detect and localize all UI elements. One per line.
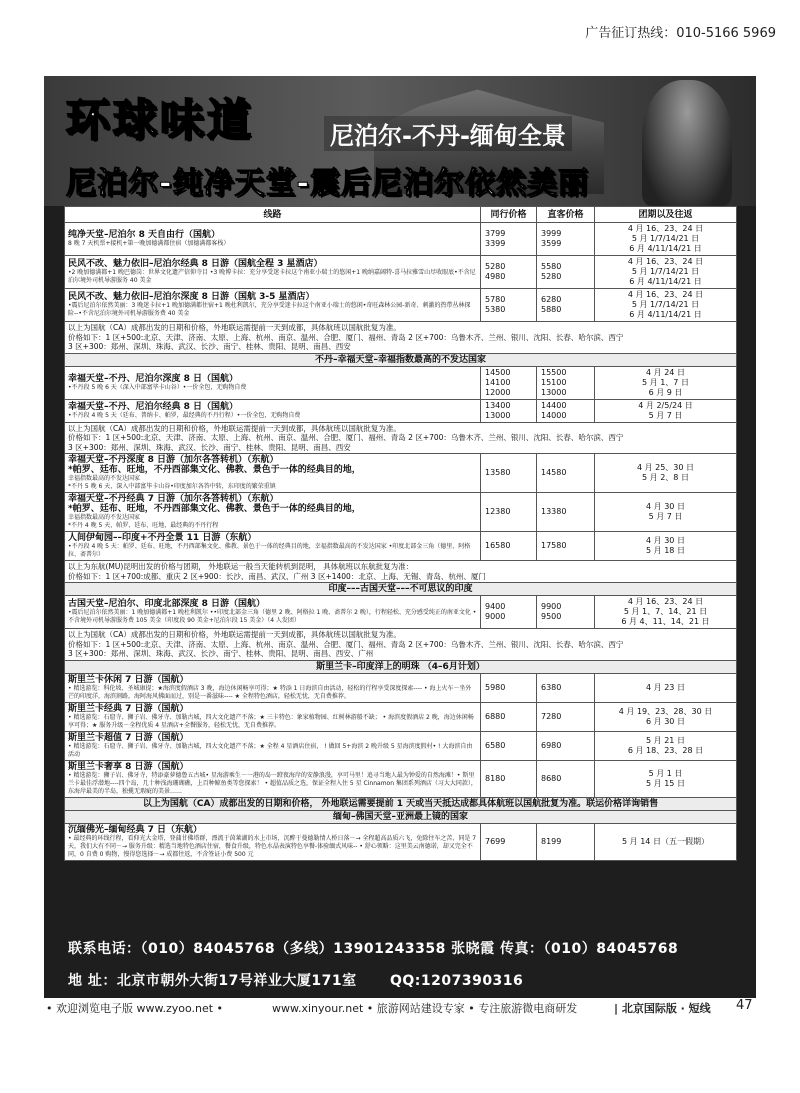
departure-date: 4 月 2/5/24 日	[638, 400, 693, 410]
pricing-info-banner	[65, 797, 737, 810]
departure-date: 5 月 1、7 日	[642, 377, 689, 387]
trade-price-cell	[481, 289, 537, 322]
trade-price: 16580	[485, 541, 511, 550]
table-row	[65, 493, 737, 532]
trade-price: 3799	[485, 229, 506, 238]
trade-price-cell	[481, 760, 537, 797]
pricing-info	[65, 322, 737, 354]
route-note: 8 晚 7 天机票+接机+第一晚加德满都住宿（加德满都客栈）	[68, 240, 230, 247]
route-note: •不丹段 4 晚 5 天（廷布、普纳卡、帕罗，最经典的不丹行程）•一价全包，无购物自费	[68, 411, 301, 419]
departure-date: 4 月 30 日	[646, 502, 685, 511]
route-cell	[65, 454, 481, 493]
trade-price: 5980	[485, 682, 506, 692]
departure-date: 5 月 14 日（五一假期）	[622, 836, 709, 846]
contact-address: 地 址：北京市朝外大街17号祥业大厦171室	[68, 973, 357, 989]
brand-tagline: 尼泊尔-纯净天堂-震后尼泊尔依然美丽	[66, 166, 589, 201]
trade-price-cell	[481, 399, 537, 422]
departure-dates-cell	[595, 532, 737, 561]
route-name: 民风不改、魅力依旧–尼泊尔深度 8 日游（国航 3-5 星酒店）	[68, 292, 315, 302]
route-name: 幸福天堂–不丹深度 8 日游（加尔各答转机）（东航）	[68, 455, 279, 465]
route-cell	[65, 760, 481, 797]
route-cell	[65, 256, 481, 289]
trade-price: 4980	[485, 272, 506, 281]
table-row	[65, 366, 737, 399]
contact-block	[68, 938, 678, 990]
departure-date: 5 月 21 日	[646, 735, 685, 745]
pricing-info-line: 价格如下：1 区+500:北京、天津、济南、太原、上海、杭州、南京、温州、合肥、厦门、福州、青岛 2 区+700：乌鲁木齐、兰州、银川、沈阳、长春、哈尔滨、西宁	[68, 433, 624, 442]
hero-banner	[44, 76, 756, 206]
pricing-info-line: 以上为东航(MU)昆明出发的价格与团期， 外地联运一般当天能转机到昆明， 具体航班以东航批复为准：	[68, 562, 414, 571]
departure-date: 6 月 4、11、14、21 日	[621, 617, 710, 626]
section-banner-text: 不丹–幸福天堂–幸福指数最高的不发达国家	[65, 353, 737, 366]
departure-date: 6 月 9 日	[648, 387, 683, 397]
departure-date: 4 月 16、23、24 日	[627, 597, 704, 606]
pricing-info-line: 价格如下：1 区+700:成都、重庆 2 区+900：长沙、南昌、武汉、广州 3 区+1400：北京、上海、无锡、青岛、杭州、厦门	[68, 571, 486, 581]
table-header-0: 线路	[65, 207, 481, 223]
route-note: *帕罗、廷布、旺地，不丹西部集文化、佛教、景色于一体的经典目的地，	[68, 504, 361, 514]
pricing-info-row	[65, 322, 737, 354]
retail-price: 14400	[541, 400, 567, 410]
route-name: 幸福天堂–不丹经典 7 日游（加尔各答转机）（东航）	[68, 494, 279, 504]
pricing-info-line: 3 区+300：郑州、深圳、珠海、武汉、长沙、南宁、桂林、贵阳、昆明、南昌、西安	[68, 442, 351, 452]
retail-price-cell	[537, 596, 595, 629]
route-note: • 精选游览：石窟寺、狮子岩、佛牙寺、加勒古城，四大文化遗产不落；★ 三卡特色：象家植物园、红树林游船不缺； • 海滨度假酒店 2 晚，海边休闲畅享可得；★ 服务升级－全程优质 4 星酒店+全餐服务，轻松无忧，无自费推荐。	[68, 713, 474, 729]
route-note: •不丹段 4 晚 5 天：帕罗、廷布、旺地，不丹西部集文化、佛教、景色于一体的经典目的地，幸福指数最高的不发达国家 •印度北部金三角（德里、阿格拉、斋普尔）	[68, 543, 471, 558]
retail-price: 6980	[541, 740, 562, 750]
retail-price: 9900	[541, 602, 562, 611]
pricing-info-line: 以上为国航（CA）成都出发的日期和价格，外地联运需提前一天到成都，具体航班以国航批复为准。	[68, 323, 401, 332]
trade-price-cell	[481, 256, 537, 289]
brand-subtitle: 尼泊尔-不丹-缅甸全景	[324, 116, 572, 151]
retail-price: 9500	[541, 612, 562, 621]
departure-date: 5 月 1/7/14/21 日	[631, 267, 700, 276]
trade-price-cell	[481, 673, 537, 702]
contact-address-line	[68, 970, 678, 990]
trade-price: 9000	[485, 612, 506, 621]
route-cell	[65, 702, 481, 731]
section-banner-text: 缅甸–佛国天堂–亚洲最上镜的国家	[65, 810, 737, 823]
retail-price-cell	[537, 366, 595, 399]
trade-price: 5380	[485, 305, 506, 314]
table-header-3: 团期以及往返	[595, 207, 737, 223]
route-name: 幸福天堂–不丹、尼泊尔经典 8 日（国航）	[68, 401, 239, 412]
retail-price: 14000	[541, 410, 567, 420]
table-row	[65, 454, 737, 493]
departure-date: 6 月 4/11/14/21 日	[629, 277, 702, 286]
departure-date: 6 月 30 日	[646, 716, 685, 726]
table-row	[65, 760, 737, 797]
retail-price: 5580	[541, 262, 562, 271]
route-name: 古国天堂–尼泊尔、印度北部深度 8 日游（国航）	[68, 599, 266, 609]
departure-dates-cell	[595, 760, 737, 797]
pricing-info	[65, 422, 737, 454]
departure-dates-cell	[595, 256, 737, 289]
pricing-info-line: 3 区+300：郑州、深圳、珠海、武汉、长沙、南宁、桂林、贵阳、昆明、南昌、西安	[68, 342, 351, 351]
retail-price: 8199	[541, 836, 562, 846]
trade-price: 5280	[485, 262, 506, 271]
retail-price-cell	[537, 532, 595, 561]
retail-price: 15100	[541, 377, 567, 387]
retail-price: 5280	[541, 272, 562, 281]
trade-price-cell	[481, 454, 537, 493]
route-note2: 幸福指数最高的不发达国家	[68, 514, 141, 521]
retail-price-cell	[537, 223, 595, 256]
itinerary-table-container	[64, 206, 736, 861]
retail-price: 5880	[541, 305, 562, 314]
departure-date: 4 月 23 日	[646, 682, 685, 692]
pricing-info-line: 以上为国航（CA）成都出发的日期和价格，外地联运需提前一天到成都，具体航班以国航批复为准。	[68, 423, 401, 433]
departure-date: 6 月 18、23、28 日	[627, 745, 704, 755]
departure-dates-cell	[595, 454, 737, 493]
section-banner	[65, 353, 737, 366]
trade-price-cell	[481, 493, 537, 532]
route-note3: *不丹 4 晚 5 天，帕罗、廷布、旺地，最经典的不丹行程	[68, 522, 219, 529]
contact-phone-line: 联系电话：（010）84045768（多线）13901243358 张晓霞 传真：（010）84045768	[68, 941, 679, 957]
departure-dates-cell	[595, 702, 737, 731]
table-header-1: 同行价格	[481, 207, 537, 223]
departure-date: 4 月 25、30 日	[636, 463, 695, 472]
trade-price-cell	[481, 223, 537, 256]
pricing-info-line: 3 区+300：郑州、深圳、珠海、武汉、长沙、南宁、桂林、贵阳、昆明、南昌、西安、广州	[68, 649, 374, 658]
route-note: • 精选游览：石窟寺、狮子岩、佛牙寺、加勒古城，四大文化遗产不落；★ 全程 4 星酒店住宿， ! 做回 5+海滨 2 晚升级 5 星海滨度假村• ! 大海滨自由活动	[68, 742, 473, 758]
contact-qq: QQ:1207390316	[389, 973, 524, 989]
departure-date: 6 月 4/11/14/21 日	[629, 310, 702, 319]
route-cell	[65, 596, 481, 629]
buddha-statue-image	[642, 80, 732, 206]
departure-date: 5 月 2、8 日	[642, 473, 689, 482]
departure-dates-cell	[595, 366, 737, 399]
retail-price: 7280	[541, 711, 562, 721]
pricing-info-row	[65, 561, 737, 583]
retail-price: 14580	[541, 468, 567, 477]
route-note: •震后尼泊尔依然美丽：3 晚迷卡拉+1 晚加德满都住宿+1 晚杜利凯尔，充分享受迷卡拉这个南亚小瑞士的悠闲•奇旺森林公园-新奇、刺激的热带丛林探险--•不含尼泊尔境外司机导游服务费 40 美金	[68, 302, 471, 317]
departure-date: 4 月 16、23、24 日	[627, 290, 704, 299]
retail-price-cell	[537, 256, 595, 289]
table-row	[65, 673, 737, 702]
departure-date: 5 月 18 日	[646, 546, 685, 555]
brand-title: 环球味道	[66, 95, 254, 146]
trade-price: 6580	[485, 740, 506, 750]
trade-price-cell	[481, 532, 537, 561]
route-name: 斯里兰卡奢享 8 日游（国航）	[68, 761, 189, 772]
pricing-info-line: 价格如下：1 区+500:北京、天津、济南、太原、上海、杭州、南京、温州、合肥、厦门、福州、青岛 2 区+700：乌鲁木齐、兰州、银川、沈阳、长春、哈尔滨、西宁	[68, 639, 624, 649]
section-banner-text: 印度–––古国天堂–––不可思议的印度	[65, 583, 737, 596]
trade-price: 12380	[485, 507, 511, 516]
section-banner	[65, 660, 737, 673]
table-row	[65, 223, 737, 256]
retail-price: 6380	[541, 682, 562, 692]
route-cell	[65, 289, 481, 322]
route-note: • 精选游览：科伦坡、圣城康提；★海滨度假酒店 3 晚，海边休闲畅享可得；★ 特添 1 日海滨自由活动，轻松的行程享受深度探索---- • 海上火车－坐外芒的印度洋，海滨割路，海阿海风拂面而过，别是一番滋味---- ★ 全程特色酒店，轻松无忧，无自费推荐。	[68, 684, 472, 700]
trade-price: 14100	[485, 377, 511, 387]
retail-price: 3999	[541, 229, 562, 238]
route-name: 民风不改、魅力依旧–尼泊尔经典 8 日游（国航全程 3 星酒店）	[68, 259, 323, 269]
departure-date: 5 月 1 日	[648, 768, 683, 778]
trade-price-cell	[481, 731, 537, 760]
route-note: *帕罗、廷布、旺地，不丹西部集文化、佛教、景色于一体的经典目的地，	[68, 465, 361, 475]
departure-dates-cell	[595, 731, 737, 760]
trade-price: 9400	[485, 602, 506, 611]
departure-date: 5 月 1、7、14、21 日	[623, 607, 708, 616]
departure-date: 4 月 24 日	[646, 367, 685, 377]
retail-price: 17580	[541, 541, 567, 550]
table-row	[65, 289, 737, 322]
trade-price: 12000	[485, 387, 511, 397]
advertising-hotline: 广告征订热线：010-5166 5969	[585, 26, 776, 41]
table-row	[65, 702, 737, 731]
section-banner-text: 斯里兰卡–印度洋上的明珠 （4–6月计划）	[65, 660, 737, 673]
route-note: • 精选游览：狮子岩、佛牙寺，特添豪萝德鲁五古城• 星海游乘生－一港的岛一蹬夜海岸的安静浪漫，享可马里！追寻当地人最为钟爱的自然海滩！• 斯里兰卡最佳浮潜地----四个岛，几十种浅海珊瑚礁，上百种鲸鱼类等您探索！ • 超值品质之选，保证全程入住 5 星 Cinnamon 集团系列酒店（习大大同款），东海岸最美的半岛，独揽无瑕疵的美景……	[68, 771, 477, 795]
table-row	[65, 823, 737, 860]
route-cell	[65, 223, 481, 256]
table-row	[65, 596, 737, 629]
departure-dates-cell	[595, 399, 737, 422]
retail-price-cell	[537, 289, 595, 322]
retail-price-cell	[537, 493, 595, 532]
departure-dates-cell	[595, 596, 737, 629]
retail-price: 13000	[541, 387, 567, 397]
route-name: 人间伊甸园––印度+不丹全景 11 日游（东航）	[68, 533, 257, 543]
trade-price: 14500	[485, 367, 511, 377]
trade-price-cell	[481, 702, 537, 731]
pricing-info-row	[65, 422, 737, 454]
trade-price: 6880	[485, 711, 506, 721]
trade-price: 3399	[485, 239, 506, 248]
departure-dates-cell	[595, 223, 737, 256]
departure-dates-cell	[595, 673, 737, 702]
departure-dates-cell	[595, 289, 737, 322]
route-cell	[65, 731, 481, 760]
route-name: 沉缅佛光–缅甸经典 7 日（东航）	[68, 824, 203, 835]
trade-price: 7699	[485, 836, 506, 846]
departure-date: 4 月 19、23、28、30 日	[618, 706, 713, 716]
pricing-info	[65, 629, 737, 661]
trade-price: 13400	[485, 400, 511, 410]
table-row	[65, 731, 737, 760]
itinerary-table	[64, 206, 737, 861]
section-banner	[65, 583, 737, 596]
pricing-info-row	[65, 629, 737, 661]
trade-price: 8180	[485, 773, 506, 783]
route-name: 斯里兰卡休闲 7 日游（国航）	[68, 674, 189, 685]
pricing-info-line: 价格如下：1 区+500:北京、天津、济南、太原、上海、杭州、南京、温州、合肥、厦门、福州、青岛 2 区+700：乌鲁木齐、兰州、银川、沈阳、长春、哈尔滨、西宁	[68, 332, 624, 342]
table-row	[65, 532, 737, 561]
route-cell	[65, 399, 481, 422]
departure-date: 6 月 4/11/14/21 日	[629, 244, 702, 253]
departure-date: 5 月 7 日	[648, 410, 683, 420]
retail-price-cell	[537, 760, 595, 797]
route-name: 幸福天堂–不丹、尼泊尔深度 8 日（国航）	[68, 373, 239, 384]
retail-price: 3599	[541, 239, 562, 248]
route-name: 纯净天堂–尼泊尔 8 天自由行（国航）	[68, 230, 221, 240]
trade-price-cell	[481, 823, 537, 860]
trade-price: 13000	[485, 410, 511, 420]
retail-price: 13380	[541, 507, 567, 516]
retail-price-cell	[537, 731, 595, 760]
retail-price-cell	[537, 702, 595, 731]
departure-date: 5 月 7 日	[648, 512, 683, 521]
trade-price: 5780	[485, 295, 506, 304]
table-row	[65, 256, 737, 289]
retail-price-cell	[537, 823, 595, 860]
route-note: •震后尼泊尔依然美丽：1 晚加德满都+1 晚杜利凯尔 ••印度北部金三角（德里 2 晚、阿格拉 1 晚、斋普尔 2 晚），行程轻松、充分感受纯正的南亚文化 •不含境外司机导游服务费 105 美金（印度段 90 美金+尼泊尔段 15 美金）（4 人发团）	[68, 609, 477, 624]
page-number: 47	[736, 998, 753, 1013]
retail-price: 6280	[541, 295, 562, 304]
departure-date: 4 月 16、23、24 日	[627, 224, 704, 233]
departure-date: 5 月 1/7/14/21 日	[631, 234, 700, 243]
route-note: •不丹段 5 晚 6 天（深入中部富毕卡山谷）•一价全包，无购物自费	[68, 383, 247, 391]
table-row	[65, 399, 737, 422]
retail-price-cell	[537, 673, 595, 702]
retail-price: 15500	[541, 367, 567, 377]
route-cell	[65, 366, 481, 399]
route-note3: *不丹 5 晚 6 天，深入中部富毕卡山谷•印度加尔各答中转，东印度的繁荣重镇	[68, 483, 276, 490]
footer-mid-text: www.xinyour.net • 旅游网站建设专家 • 专注旅游微电商研发	[272, 1002, 578, 1015]
route-name: 斯里兰卡经典 7 日游（国航）	[68, 703, 189, 714]
departure-dates-cell	[595, 823, 737, 860]
pricing-info-line: 以上为国航（CA）成都出发的日期和价格，外地联运需提前一天到成都，具体航班以国航批复为准。	[68, 630, 401, 639]
route-cell	[65, 823, 481, 860]
route-cell	[65, 493, 481, 532]
route-note2: 幸福指数最高的不发达国家	[68, 475, 141, 482]
route-cell	[65, 673, 481, 702]
departure-dates-cell	[595, 493, 737, 532]
route-note: •2 晚加德满都+1 晚巴德岗：世界文化遗产信仰寺目 •3 晚博卡拉：充分享受迷卡拉这个南亚小瑞士的悠闲+1 晚纳嘉阔特-喜马拉雅雪山尽收眼底•不含尼泊尔境外司机导游服务 40 美金	[68, 269, 476, 284]
departure-date: 4 月 16、23、24 日	[627, 257, 704, 266]
advertisement-panel	[44, 76, 756, 998]
route-note: • 最经典的环线行程，看仰光大金塔，登蒲甘佛塔群，漂流于茵莱湖的水上市场，沉醉于曼德勒情人桥日落－→ 全程超高品质六飞，免除往车之苦，同是 7 天，我们大有不同－→ 服务升级：精选当地特色酒店住宿，餐食升级，特色水晶表演特色享餐-体验缅式风味-- • 舒心领略：这里美云南德诺，却又完全不同，0 自费 0 购物，慢得您选择－→ 成都往返，不含签证小费 500 元	[68, 834, 477, 858]
footer-section-label: | 北京国际版 · 短线	[614, 1002, 711, 1015]
departure-date: 5 月 15 日	[646, 778, 685, 788]
pricing-info-banner-text: 以上为国航（CA）成都出发的日期和价格， 外地联运需要提前 1 天或当天抵达成都具体航班以国航批复为准。联运价格详询销售	[65, 797, 737, 810]
route-name: 斯里兰卡超值 7 日游（国航）	[68, 732, 189, 743]
retail-price: 8680	[541, 773, 562, 783]
departure-date: 5 月 1/7/14/21 日	[631, 300, 700, 309]
departure-date: 4 月 30 日	[646, 536, 685, 545]
route-cell	[65, 532, 481, 561]
trade-price-cell	[481, 596, 537, 629]
section-banner	[65, 810, 737, 823]
footer-left-text: • 欢迎浏览电子版 www.zyoo.net •	[46, 1002, 224, 1015]
trade-price: 13580	[485, 468, 511, 477]
table-header-2: 直客价格	[537, 207, 595, 223]
retail-price-cell	[537, 454, 595, 493]
pricing-info	[65, 561, 737, 583]
trade-price-cell	[481, 366, 537, 399]
retail-price-cell	[537, 399, 595, 422]
